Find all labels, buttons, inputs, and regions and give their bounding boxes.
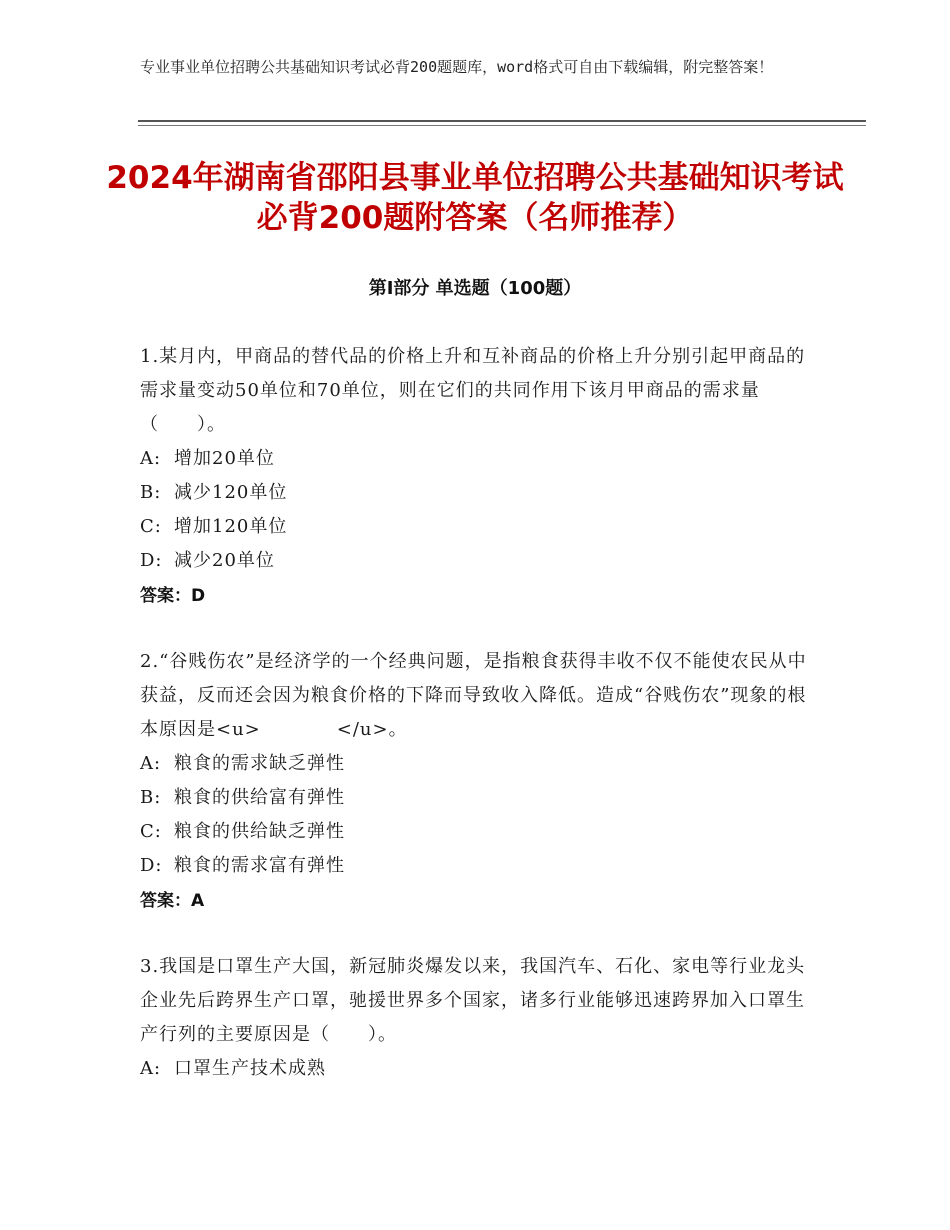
option-text: 减少20单位 <box>174 550 275 571</box>
question-2 <box>140 645 812 919</box>
option-key: D: <box>140 855 163 876</box>
option-d <box>140 849 812 883</box>
question-list <box>140 340 812 1117</box>
option-text: 粮食的需求富有弹性 <box>174 855 345 876</box>
option-text: 粮食的供给富有弹性 <box>174 787 345 808</box>
option-key: A: <box>140 1058 162 1079</box>
option-c <box>140 815 812 849</box>
option-key: A: <box>140 448 162 469</box>
option-text: 增加120单位 <box>174 516 288 537</box>
document-title: 2024年湖南省邵阳县事业单位招聘公共基础知识考试必背200题附答案（名师推荐） <box>106 160 844 236</box>
option-key: A: <box>140 753 162 774</box>
option-key: B: <box>140 787 162 808</box>
question-stem: 2.“谷贱伤农”是经济学的一个经典问题，是指粮食获得丰收不仅不能使农民从中获益，反而还会因为粮食价格的下降而导致收入降低。造成“谷贱伤农”现象的根本原因是<u> </u>。 <box>140 651 807 740</box>
option-a <box>140 747 812 781</box>
option-key: C: <box>140 516 162 537</box>
option-text: 粮食的需求缺乏弹性 <box>174 753 345 774</box>
question-1 <box>140 340 812 614</box>
option-b <box>140 476 812 510</box>
option-text: 粮食的供给缺乏弹性 <box>174 821 345 842</box>
answer-line: 答案：D <box>140 586 206 606</box>
answer-line: 答案：A <box>140 891 205 911</box>
header-divider <box>138 120 866 122</box>
option-b <box>140 781 812 815</box>
option-d <box>140 544 812 578</box>
section-title: 第Ⅰ部分 单选题（100题） <box>368 278 582 299</box>
option-text: 减少120单位 <box>174 482 288 503</box>
header-note: 专业事业单位招聘公共基础知识考试必背200题题库，word格式可自由下载编辑，附完整答案！ <box>140 58 774 76</box>
question-stem: 3.我国是口罩生产大国，新冠肺炎爆发以来，我国汽车、石化、家电等行业龙头企业先后跨界生产口罩，驰援世界多个国家，诸多行业能够迅速跨界加入口罩生产行列的主要原因是（ ）。 <box>140 956 806 1045</box>
option-text: 口罩生产技术成熟 <box>174 1058 326 1079</box>
option-text: 增加20单位 <box>174 448 275 469</box>
option-c <box>140 510 812 544</box>
question-3 <box>140 950 812 1086</box>
option-key: C: <box>140 821 162 842</box>
option-a <box>140 1052 812 1086</box>
question-stem: 1.某月内，甲商品的替代品的价格上升和互补商品的价格上升分别引起甲商品的需求量变动50单位和70单位，则在它们的共同作用下该月甲商品的需求量（ ）。 <box>140 346 806 435</box>
option-a <box>140 442 812 476</box>
option-key: D: <box>140 550 163 571</box>
header-divider-thin <box>138 125 866 126</box>
option-key: B: <box>140 482 162 503</box>
